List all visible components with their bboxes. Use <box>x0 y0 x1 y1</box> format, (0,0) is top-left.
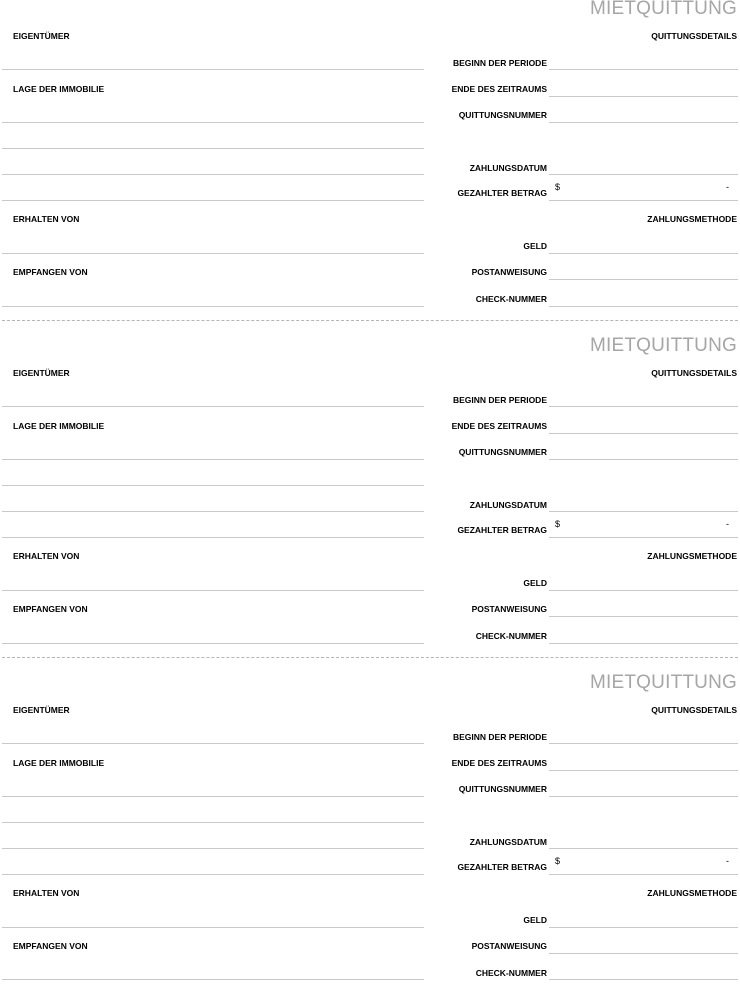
property-location-field-1[interactable] <box>2 122 424 123</box>
check-number-label: CHECK-NUMMER <box>475 294 547 304</box>
received-by-field[interactable] <box>2 979 424 980</box>
payment-date-label: ZAHLUNGSDATUM <box>469 837 547 847</box>
check-number-field[interactable] <box>549 306 738 307</box>
period-end-label: ENDE DES ZEITRAUMS <box>451 758 547 768</box>
received-by-label: EMPFANGEN VON <box>13 604 88 614</box>
rent-receipt-2 <box>0 337 740 657</box>
property-location-field-1[interactable] <box>2 459 424 460</box>
receipt-number-label: QUITTUNGSNUMMER <box>458 110 547 120</box>
period-start-field[interactable] <box>549 406 738 407</box>
property-location-field-1[interactable] <box>2 796 424 797</box>
period-start-label: BEGINN DER PERIODE <box>453 395 547 405</box>
amount-paid-label: GEZAHLTER BETRAG <box>457 188 547 198</box>
property-location-field-3[interactable] <box>2 511 424 512</box>
period-start-label: BEGINN DER PERIODE <box>453 732 547 742</box>
money-order-field[interactable] <box>549 953 738 954</box>
received-by-label: EMPFANGEN VON <box>13 941 88 951</box>
payment-method-heading: ZAHLUNGSMETHODE <box>647 551 737 561</box>
period-end-field[interactable] <box>549 433 738 434</box>
payment-date-field[interactable] <box>549 511 738 512</box>
amount-paid-value[interactable]: - <box>726 856 729 866</box>
check-number-label: CHECK-NUMMER <box>475 968 547 978</box>
cut-line-1 <box>2 320 738 321</box>
amount-paid-label: GEZAHLTER BETRAG <box>457 525 547 535</box>
owner-label: EIGENTÜMER <box>13 31 70 41</box>
receipt-details-heading: QUITTUNGSDETAILS <box>651 31 737 41</box>
period-end-label: ENDE DES ZEITRAUMS <box>451 421 547 431</box>
cash-label: GELD <box>523 241 547 251</box>
owner-field[interactable] <box>2 743 424 744</box>
owner-field[interactable] <box>2 406 424 407</box>
currency-symbol: $ <box>555 856 561 866</box>
period-end-label: ENDE DES ZEITRAUMS <box>451 84 547 94</box>
property-location-field-2[interactable] <box>2 148 424 149</box>
cash-field[interactable] <box>549 927 738 928</box>
property-location-field-4[interactable] <box>2 874 424 875</box>
amount-paid-field[interactable] <box>549 200 738 201</box>
payment-date-label: ZAHLUNGSDATUM <box>469 163 547 173</box>
currency-symbol: $ <box>555 519 561 529</box>
property-location-label: LAGE DER IMMOBILIE <box>13 421 105 431</box>
payment-date-field[interactable] <box>549 848 738 849</box>
received-from-label: ERHALTEN VON <box>13 888 80 898</box>
payment-date-field[interactable] <box>549 174 738 175</box>
received-from-label: ERHALTEN VON <box>13 551 80 561</box>
money-order-label: POSTANWEISUNG <box>471 267 547 277</box>
received-from-field[interactable] <box>2 590 424 591</box>
amount-paid-field[interactable] <box>549 874 738 875</box>
received-from-label: ERHALTEN VON <box>13 214 80 224</box>
owner-label: EIGENTÜMER <box>13 705 70 715</box>
owner-label: EIGENTÜMER <box>13 368 70 378</box>
property-location-label: LAGE DER IMMOBILIE <box>13 758 105 768</box>
amount-paid-value[interactable]: - <box>726 519 729 529</box>
period-start-label: BEGINN DER PERIODE <box>453 58 547 68</box>
receipt-number-field[interactable] <box>549 459 738 460</box>
amount-paid-label: GEZAHLTER BETRAG <box>457 862 547 872</box>
received-from-field[interactable] <box>2 927 424 928</box>
check-number-label: CHECK-NUMMER <box>475 631 547 641</box>
received-by-label: EMPFANGEN VON <box>13 267 88 277</box>
cash-field[interactable] <box>549 590 738 591</box>
check-number-field[interactable] <box>549 643 738 644</box>
receipt-title: MIETQUITTUNG <box>590 0 737 19</box>
cash-field[interactable] <box>549 253 738 254</box>
cash-label: GELD <box>523 915 547 925</box>
money-order-field[interactable] <box>549 279 738 280</box>
money-order-label: POSTANWEISUNG <box>471 941 547 951</box>
currency-symbol: $ <box>555 182 561 192</box>
owner-field[interactable] <box>2 69 424 70</box>
property-location-field-3[interactable] <box>2 848 424 849</box>
received-by-field[interactable] <box>2 643 424 644</box>
receipt-number-label: QUITTUNGSNUMMER <box>458 447 547 457</box>
property-location-field-2[interactable] <box>2 822 424 823</box>
property-location-field-4[interactable] <box>2 537 424 538</box>
money-order-label: POSTANWEISUNG <box>471 604 547 614</box>
amount-paid-field[interactable] <box>549 537 738 538</box>
payment-date-label: ZAHLUNGSDATUM <box>469 500 547 510</box>
receipt-details-heading: QUITTUNGSDETAILS <box>651 705 737 715</box>
cash-label: GELD <box>523 578 547 588</box>
receipt-number-field[interactable] <box>549 122 738 123</box>
receipt-details-heading: QUITTUNGSDETAILS <box>651 368 737 378</box>
receipt-title: MIETQUITTUNG <box>590 672 737 693</box>
payment-method-heading: ZAHLUNGSMETHODE <box>647 214 737 224</box>
cut-line-2 <box>2 657 738 658</box>
period-end-field[interactable] <box>549 770 738 771</box>
received-by-field[interactable] <box>2 306 424 307</box>
receipt-number-label: QUITTUNGSNUMMER <box>458 784 547 794</box>
property-location-label: LAGE DER IMMOBILIE <box>13 84 105 94</box>
amount-paid-value[interactable]: - <box>726 182 729 192</box>
receipt-title: MIETQUITTUNG <box>590 335 737 356</box>
period-start-field[interactable] <box>549 69 738 70</box>
receipt-number-field[interactable] <box>549 796 738 797</box>
period-start-field[interactable] <box>549 743 738 744</box>
rent-receipt-1 <box>0 0 740 320</box>
property-location-field-2[interactable] <box>2 485 424 486</box>
check-number-field[interactable] <box>549 979 738 980</box>
rent-receipt-3 <box>0 674 740 994</box>
received-from-field[interactable] <box>2 253 424 254</box>
period-end-field[interactable] <box>549 96 738 97</box>
property-location-field-3[interactable] <box>2 174 424 175</box>
property-location-field-4[interactable] <box>2 200 424 201</box>
payment-method-heading: ZAHLUNGSMETHODE <box>647 888 737 898</box>
money-order-field[interactable] <box>549 616 738 617</box>
